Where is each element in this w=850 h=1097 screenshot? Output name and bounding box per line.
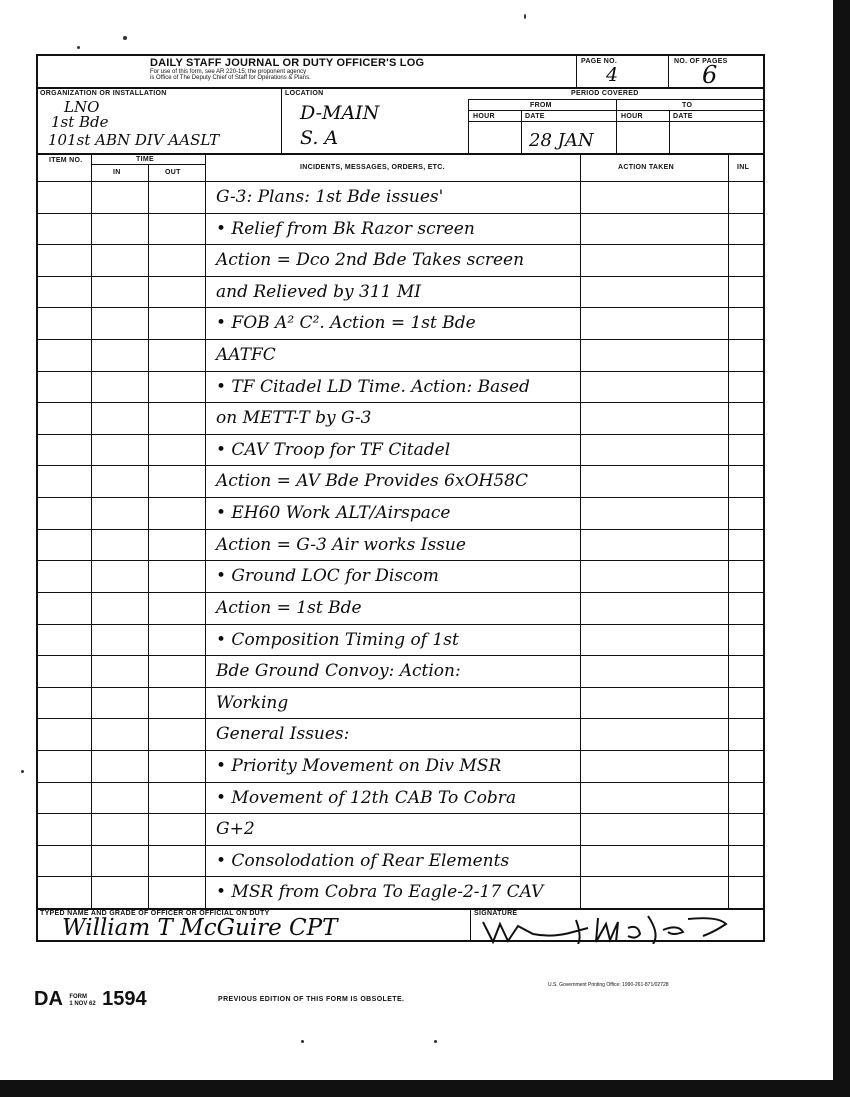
page-no-divider bbox=[576, 56, 577, 87]
col-line bbox=[205, 153, 206, 908]
form-footer bbox=[34, 988, 147, 1011]
to-label: TO bbox=[682, 102, 693, 109]
location-value: D-MAIN bbox=[300, 102, 380, 124]
entry-text: • CAV Troop for TF Citadel bbox=[216, 439, 451, 460]
entry-text: • Composition Timing of 1st bbox=[216, 629, 459, 650]
from-hour-divider bbox=[521, 110, 522, 153]
from-to-divider bbox=[468, 110, 763, 111]
row-rule bbox=[38, 718, 763, 719]
form-prefix: DA bbox=[34, 988, 63, 1010]
row-rule bbox=[38, 529, 763, 530]
entry-text: and Relieved by 311 MI bbox=[216, 281, 421, 302]
item-label: ITEM NO. bbox=[49, 157, 83, 164]
row-rule bbox=[38, 845, 763, 846]
time-out-label: OUT bbox=[165, 169, 181, 176]
entry-text: Action = AV Bde Provides 6xOH58C bbox=[216, 471, 528, 492]
entry-text: Action = Dco 2nd Bde Takes screen bbox=[216, 250, 525, 271]
entry-text: Working bbox=[216, 692, 289, 713]
row-rule bbox=[38, 750, 763, 751]
row-rule bbox=[38, 624, 763, 625]
pages-divider bbox=[668, 56, 669, 87]
entry-text: on METT-T by G-3 bbox=[216, 408, 372, 429]
staff-journal-form bbox=[36, 54, 765, 942]
action-taken-label: ACTION TAKEN bbox=[618, 164, 674, 171]
period-mid bbox=[616, 99, 617, 153]
org-value: 101st ABN DIV AASLT bbox=[48, 131, 220, 149]
entry-text: • Consolodation of Rear Elements bbox=[216, 850, 510, 871]
to-hour-divider bbox=[669, 110, 670, 153]
no-of-pages-label: NO. OF PAGES bbox=[674, 58, 728, 65]
column-header-top bbox=[38, 153, 763, 155]
form-subtitle: is Office of The Deputy Chief of Staff for Operations & Plans. bbox=[150, 75, 311, 81]
officer-label: TYPED NAME AND GRADE OF OFFICER OR OFFICIAL ON DUTY bbox=[40, 910, 270, 917]
entry-text: • MSR from Cobra To Eagle-2-17 CAV bbox=[216, 882, 544, 903]
gpo-note: U.S. Government Printing Office: 1990-261-871/02728 bbox=[548, 982, 669, 988]
row-rule bbox=[38, 560, 763, 561]
location-value: S. A bbox=[300, 127, 339, 149]
from-label: FROM bbox=[530, 102, 552, 109]
entry-text: • EH60 Work ALT/Airspace bbox=[216, 503, 451, 524]
row-rule bbox=[38, 371, 763, 372]
entry-text: • Priority Movement on Div MSR bbox=[216, 755, 502, 776]
officer-name: William T McGuire CPT bbox=[62, 915, 338, 941]
row-rule bbox=[38, 339, 763, 340]
signature-scribble bbox=[478, 914, 738, 944]
signature-divider bbox=[470, 908, 471, 942]
org-label: ORGANIZATION OR INSTALLATION bbox=[40, 90, 167, 97]
scan-speck bbox=[77, 46, 80, 49]
period-left bbox=[468, 99, 469, 153]
row-rule bbox=[38, 434, 763, 435]
scan-speck bbox=[123, 36, 127, 40]
entry-text: G-3: Plans: 1st Bde issues' bbox=[216, 187, 444, 207]
entry-text: • FOB A² C². Action = 1st Bde bbox=[216, 313, 476, 334]
entry-text: Action = 1st Bde bbox=[216, 597, 362, 618]
form-number: 1594 bbox=[102, 988, 147, 1010]
row-rule bbox=[38, 402, 763, 403]
form-word-date bbox=[69, 994, 95, 1008]
time-label: TIME bbox=[136, 156, 154, 163]
row-rule bbox=[38, 497, 763, 498]
scan-speck bbox=[434, 1040, 437, 1043]
no-of-pages-value: 6 bbox=[702, 61, 718, 89]
entry-text: G+2 bbox=[216, 819, 255, 840]
page-no-value: 4 bbox=[606, 64, 619, 86]
entry-text: • Ground LOC for Discom bbox=[216, 566, 439, 587]
row-rule bbox=[38, 687, 763, 688]
row-rule bbox=[38, 655, 763, 656]
hour-date-divider bbox=[468, 121, 763, 122]
scan-speck bbox=[21, 770, 24, 773]
form-subtitle: For use of this form, see AR 220-15; the proponent agency bbox=[150, 69, 307, 75]
scan-speck bbox=[524, 14, 526, 19]
inl-label: INL bbox=[737, 164, 750, 171]
row-rule bbox=[38, 782, 763, 783]
previous-edition-note: PREVIOUS EDITION OF THIS FORM IS OBSOLETE. bbox=[218, 996, 405, 1003]
scan-edge-right bbox=[833, 0, 850, 1097]
page-no-label: PAGE NO. bbox=[581, 58, 618, 65]
entry-text: • Movement of 12th CAB To Cobra bbox=[216, 787, 517, 808]
entry-text: General Issues: bbox=[216, 724, 350, 745]
row-rule bbox=[38, 876, 763, 877]
col-line bbox=[580, 153, 581, 908]
row-rule bbox=[38, 465, 763, 466]
entry-text: AATFC bbox=[216, 345, 276, 366]
entry-text: Bde Ground Convoy: Action: bbox=[216, 661, 461, 682]
row-rule bbox=[38, 213, 763, 214]
org-value: LNO bbox=[64, 98, 100, 116]
scan-edge-bottom bbox=[0, 1080, 850, 1097]
form-date: 1 NOV 62 bbox=[69, 1000, 96, 1007]
row-rule bbox=[38, 592, 763, 593]
from-hour-label: HOUR bbox=[473, 113, 495, 120]
col-line bbox=[728, 153, 729, 908]
incidents-label: INCIDENTS, MESSAGES, ORDERS, ETC. bbox=[300, 164, 445, 171]
org-value: 1st Bde bbox=[51, 113, 109, 131]
from-date-label: DATE bbox=[525, 113, 545, 120]
scan-speck bbox=[301, 1040, 304, 1043]
to-hour-label: HOUR bbox=[621, 113, 643, 120]
signature-label: SIGNATURE bbox=[474, 910, 518, 917]
row-rule bbox=[38, 244, 763, 245]
entry-text: • Relief from Bk Razor screen bbox=[216, 218, 475, 239]
column-header-bottom bbox=[38, 181, 763, 182]
header-divider bbox=[38, 87, 763, 89]
time-in-label: IN bbox=[113, 169, 121, 176]
row-rule bbox=[38, 276, 763, 277]
entry-text: Action = G-3 Air works Issue bbox=[216, 534, 466, 555]
row-rule bbox=[38, 307, 763, 308]
period-covered-label: PERIOD COVERED bbox=[571, 90, 639, 97]
to-date-label: DATE bbox=[673, 113, 693, 120]
form-title: DAILY STAFF JOURNAL OR DUTY OFFICER'S LOG bbox=[150, 57, 425, 69]
org-divider bbox=[281, 87, 282, 153]
row-rule bbox=[38, 813, 763, 814]
col-line bbox=[91, 153, 92, 908]
entry-text: • TF Citadel LD Time. Action: Based bbox=[216, 376, 530, 397]
location-label: LOCATION bbox=[285, 90, 324, 97]
form-word: FORM bbox=[69, 993, 88, 1000]
from-date-value: 28 JAN bbox=[529, 130, 594, 151]
